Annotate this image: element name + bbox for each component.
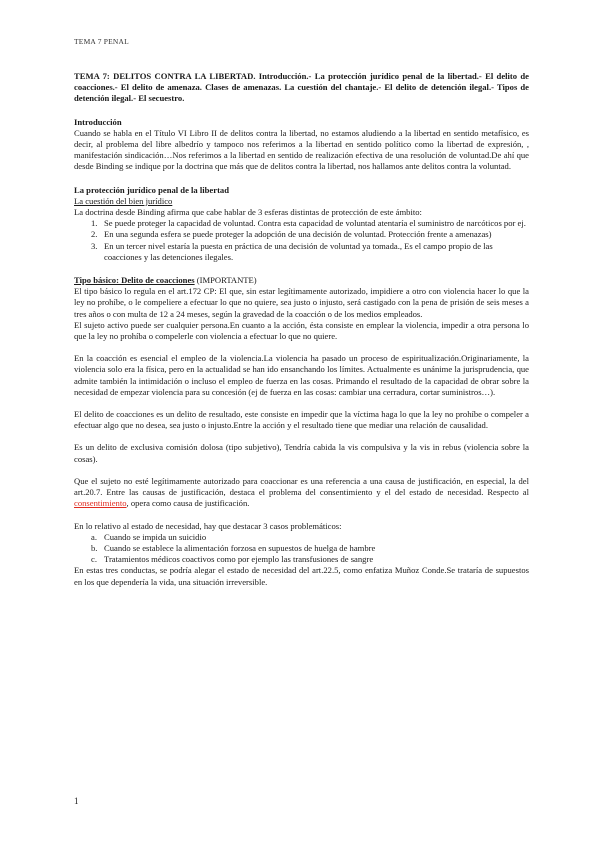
list-marker: b.: [91, 542, 98, 553]
coacciones-paragraph-6: [74, 476, 529, 510]
list-item-text: Tratamientos médicos coactivos como por ejemplo las transfusiones de sangre: [104, 554, 374, 565]
paragraph-6-text-b: , opera como causa de justificación.: [126, 498, 250, 509]
list-item-text: Cuando se impida un suicidio: [104, 531, 207, 542]
coacciones-heading-line: [74, 275, 529, 286]
list-item: [74, 218, 529, 229]
coacciones-heading: Tipo básico: Delito de coacciones: [74, 275, 195, 286]
list-marker: c.: [91, 554, 97, 565]
spheres-list: [74, 218, 529, 263]
list-item: [74, 543, 529, 554]
list-item: [74, 532, 529, 543]
bien-juridico-subheading: La cuestión del bien jurídico: [74, 195, 173, 206]
paragraph-6-text-a: Que el sujeto no esté legítimamente autorizado para coaccionar es una referencia a una causa de justificación, en especial, la del art.20.7. Entre las causas de justificación, destaca el problema del consentimiento y el del estado de necesidad. Respecto al: [74, 475, 529, 498]
list-marker: 1.: [91, 218, 98, 229]
coacciones-paragraph-5: Es un delito de exclusiva comisión dolosa (tipo subjetivo), Tendría cabida la vis compulsiva y la vis in rebus (violencia sobre la cosas).: [74, 442, 529, 464]
list-item: [74, 229, 529, 240]
list-item: [74, 241, 529, 263]
list-item-text: Se puede proteger la capacidad de voluntad. Contra esta capacidad de voluntad atentaría el suministro de narcóticos por ej.: [104, 218, 526, 229]
list-marker: 3.: [91, 240, 98, 251]
list-marker: a.: [91, 531, 97, 542]
consentimiento-link[interactable]: consentimiento: [74, 498, 127, 509]
document-body: [74, 71, 529, 588]
proteccion-intro: La doctrina desde Binding afirma que cabe hablar de 3 esferas distintas de protección de este ámbito:: [74, 207, 422, 218]
list-item-text: En un tercer nivel estaría la puesta en práctica de una decisión de voluntad ya tomada., Es el campo propio de las coacciones y las detenciones ilegales.: [104, 240, 493, 262]
coacciones-paragraph-7: En lo relativo al estado de necesidad, hay que destacar 3 casos problemáticos:: [74, 520, 342, 531]
intro-paragraph: Cuando se habla en el Título VI Libro II de delitos contra la libertad, no estamos aludiendo a la libertad en sentido metafísico, es decir, al problema del libre albedrío y tampoco nos referimos a la libertad en sentido político como la libertad de expresión, , manifestación sindicación…Nos referimos a la libertad en sentido de realización efectiva de una resolución de voluntad.De ahí que desde Binding se indique por la doctrina que más que de delitos contra la libertad, nos hallamos ante delitos contra la voluntad.: [74, 127, 529, 172]
page-header: TEMA 7 PENAL: [74, 37, 129, 46]
list-marker: 2.: [91, 229, 98, 240]
coacciones-paragraph-2: El sujeto activo puede ser cualquier persona.En cuanto a la acción, ésta consiste en emplear la violencia, impedir a otra persona lo que la ley no prohíba o compelerle con violencia a efectuar lo que no quiere.: [74, 319, 529, 342]
list-item-text: Cuando se establece la alimentación forzosa en supuestos de huelga de hambre: [104, 542, 376, 553]
coacciones-paragraph-1: El tipo básico lo regula en el art.172 CP: El que, sin estar legítimamente autorizado, impidiere a otro con violencia hacer lo que la ley no prohíbe, o le compeliere a efectuar lo que no quiere, sea justo o injusto, será castigado con la pena de prisión de seis meses a tres años o con multa de 12 a 24 meses, según la gravedad de la coacción o de los medios empleados.: [74, 286, 529, 319]
coacciones-paragraph-8: En estas tres conductas, se podría alegar el estado de necesidad del art.22.5, como enfatiza Muñoz Conde.Se trataría de supuestos en los que dependería la vida, una situación irreversible.: [74, 565, 529, 587]
list-item-text: En una segunda esfera se puede proteger la adopción de una decisión de voluntad. Protección frente a amenazas): [104, 229, 492, 240]
proteccion-heading: La protección jurídico penal de la libertad: [74, 184, 230, 195]
document-title: TEMA 7: DELITOS CONTRA LA LIBERTAD. Introducción.- La protección jurídico penal de la libertad.- El delito de coacciones.- El delito de amenaza. Clases de amenazas. La cuestión del chantaje.- El delito de detención ilegal.- Tipos de detención ilegal.- El secuestro.: [74, 71, 529, 104]
page-number: 1: [74, 796, 79, 806]
coacciones-paragraph-4: El delito de coacciones es un delito de resultado, este consiste en impedir que la víctima haga lo que la ley no prohíbe o compeler a efectuar algo que no desea, sea justo o injusto.Entre la acción y el resultado tiene que mediar una relación de causalidad.: [74, 409, 529, 431]
list-item: [74, 554, 529, 565]
cases-list: [74, 532, 529, 566]
coacciones-paragraph-3: En la coacción es esencial el empleo de la violencia.La violencia ha pasado un proceso de espiritualización.Originariamente, la violencia solo era la física, pero en la actualidad se han ido ensanchando los límites. Actualmente es unánime la jurisprudencia, que admite también la intimidación o incluso el empleo de fuerza en las cosas. Primando el resultado de la capacidad de obrar sobre la necesidad de empezar violencia para su concesión (ej de fuerza en las cosas: cambiar una cerradura, cortar suministros…).: [74, 353, 529, 397]
intro-heading: Introducción: [74, 116, 122, 127]
coacciones-heading-note: (IMPORTANTE): [194, 275, 257, 286]
